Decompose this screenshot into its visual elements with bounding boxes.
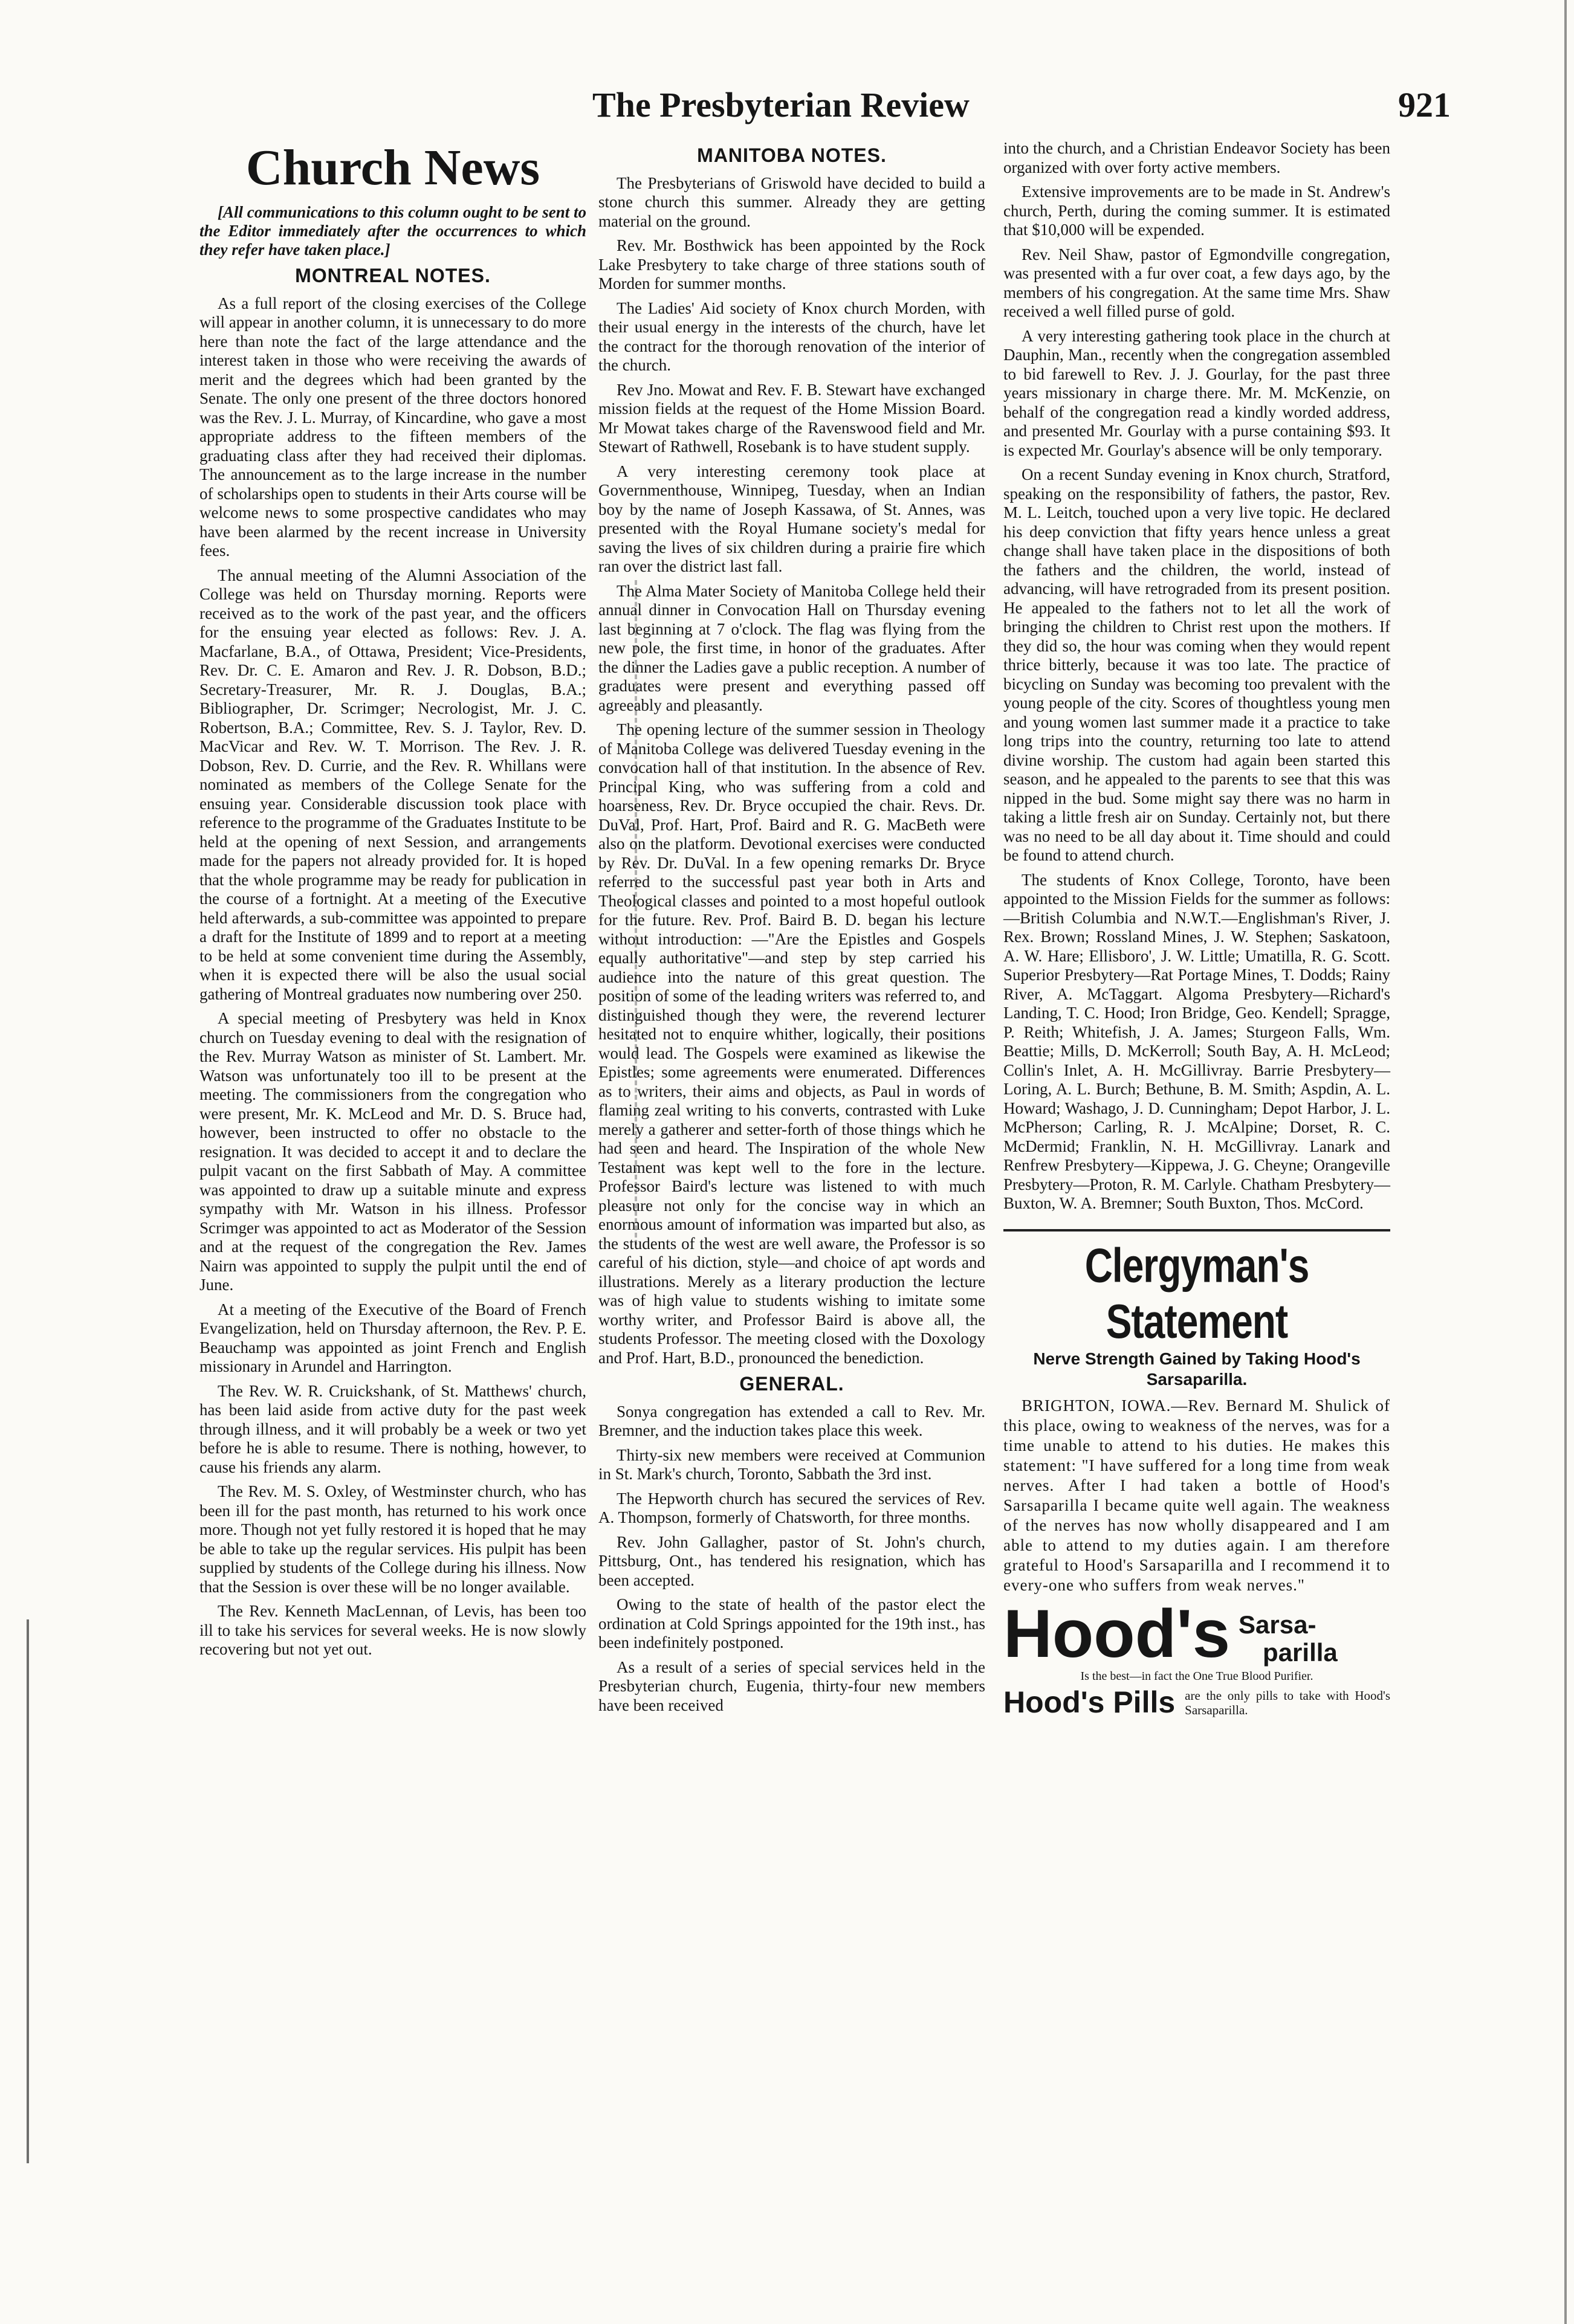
page-number: 921 [1398,85,1451,124]
ad-testimonial: BRIGHTON, IOWA.—Rev. Bernard M. Shulick of this place, owing to weakness of the nerves, was for a time unable to attend to his duties. He makes this statement: "I have suffered for a long time from weak nerves. After I had taken a bottle of Hood's Sarsaparilla I became quite well again. The weakness of the nerves has now wholly disappeared and I am able to attend to my duties again. I am therefore grateful to Hood's Sarsaparilla and I recommend it to every-one who suffers from weak nerves." [1003,1396,1390,1594]
article-paragraph: The Rev. M. S. Oxley, of Westminster church, who has been ill for the past month, has returned to his work once more. Though not yet fully restored it is hoped that he may be able to take up the regular services. His pulpit has been supplied by students of the College during his illness. Now that the Session is over these will be no longer available. [199,1482,586,1596]
sarsa-line-1: Sarsa- [1239,1610,1317,1639]
section-heading-manitoba: MANITOBA NOTES. [697,144,887,166]
article-paragraph: The Rev. W. R. Cruickshank, of St. Matthews' church, has been laid aside from active duty for the past week through illness, and it will probably be a week or two yet before he is able to resume. There is nothing, however, to cause his friends any alarm. [199,1381,586,1476]
article-paragraph: A very interesting gathering took place in the church at Dauphin, Man., recently when the congregation assembled to bid farewell to Rev. J. J. Gourlay, for the past three years missionary in charge there. Mr. M. McKenzie, on behalf of the congregation read a kindly worded address, and presented Mr. Gourlay with a purse containing $93. It is expected Mr. Gourlay's absence will be only temporary. [1003,326,1390,459]
article-paragraph: The Ladies' Aid society of Knox church Morden, with their usual energy in the interests of the church, have let the contract for the thorough renovation of the interior of the church. [598,299,985,374]
ad-headline: Clergyman's Statement [1084,1238,1309,1348]
article-paragraph: The Rev. Kenneth MacLennan, of Levis, has been too ill to take his services for several weeks. He is now slowly recovering but not yet out. [199,1602,586,1658]
article-paragraph: The Hepworth church has secured the services of Rev. A. Thompson, formerly of Chatsworth, for three months. [598,1489,985,1526]
margin-mark [27,1619,33,2163]
hoods-pills-label: Hood's Pills [1003,1685,1176,1719]
hoods-brand-row [1003,1595,1390,1671]
article-paragraph: The annual meeting of the Alumni Association of the College was held on Thursday morning. Reports were received as to the work of the past year, and the officers for the ensuing year elected as follows: Rev. J. A. Macfarlane, B.A., of Ottawa, President; Vice-Presidents, Rev. Dr. C. E. Amaron and Rev. J. R. Dobson, B.D.; Secretary-Treasurer, Mr. R. J. Douglas, B.A.; Bibliographer, Dr. Scrimger; Necrologist, Mr. J. C. Robertson, B.A.; Committee, Rev. S. J. Taylor, Rev. D. MacVicar and Rev. W. T. Morrison. The Rev. J. R. Dobson, Rev. D. Currie, and the Rev. R. Whillans were nominated as members of the College Senate for the ensuing year. Considerable discussion took place with reference to the programme of the Graduates Institute to be held at the opening of next Session, and arrangements made for the papers not already provided for. It is hoped that the whole programme may be ready for publication in the course of a fortnight. At a meeting of the Executive held afterwards, a sub-committee was appointed to prepare a draft for the Institute of 1899 and to report at a meeting to be held at some convenient time during the Assembly, when it is expected there will be also the usual social gathering of Montreal graduates now numbering over 250. [199,566,586,1003]
article-paragraph: Rev Jno. Mowat and Rev. F. B. Stewart have exchanged mission fields at the request of the Home Mission Board. Mr Mowat takes charge of the Ravenswood field and Mr. Stewart of Rathwell, Rosebank is to have student supply. [598,380,985,456]
article-paragraph: On a recent Sunday evening in Knox church, Stratford, speaking on the responsibility of fathers, the pastor, Rev. M. L. Leitch, touched upon a very live topic. He declared his deep conviction that fifty years hence unless a great change shall have taken place in the dispositions of both the fathers and the children, the world, instead of advancing, will have retrograded from its present position. He appealed to the fathers not to let all the work of bringing the children to Christ rest upon the mothers. If they did so, the hour was coming when they would repent thrice bitterly, because it was too late. The practice of bicycling on Sunday was becoming too prevalent with the young people of the city. Scores of thoughtless young men and young women last summer made it a practice to take long trips into the country, returning too late to attend divine worship. The custom had again been started this season, and he appealed to the parents to see that this was nipped in the bud. Some might say there was no harm in taking a little fresh air on Sunday. Certainly not, but there was no need to be all day about it. Time should and could be found to attend church. [1003,465,1390,864]
hoods-pills-text: are the only pills to take with Hood's Sarsaparilla. [1185,1688,1390,1717]
hoods-pills-row [1003,1685,1390,1719]
article-paragraph: Sonya congregation has extended a call to Rev. Mr. Bremner, and the induction takes place this week. [598,1402,985,1439]
column-3 [1003,139,1390,1717]
article-paragraph: The Alma Mater Society of Manitoba College held their annual dinner in Convocation Hall on Thursday evening last beginning at 7 o'clock. The flag was flying from the new pole, the first time, in honor of the graduates. After the dinner the Ladies gave a public reception. A number of graduates were present and everything passed off agreeably and pleasantly. [598,581,985,714]
article-paragraph: The students of Knox College, Toronto, have been appointed to the Mission Fields for the summer as follows: —British Columbia and N.W.T.—Englishman's River, J. Rex. Brown; Rossland Mines, J. W. Stephen; Saskatoon, A. W. Hare; Ellisboro', J. W. Little; Umatilla, R. G. Scott. Superior Presbytery—Rat Portage Mines, T. Dodds; Rainy River, A. McTaggart. Algoma Presbytery—Richard's Landing, T. C. Hood; Iron Bridge, Geo. Kendell; Spragge, P. Reith; Whitefish, J. A. James; Sturgeon Falls, Wm. Beattie; Mills, D. McKerroll; South Bay, A. H. McLeod; Collin's Inlet, A. H. McGillivray. Barrie Presbytery—Loring, A. L. Burch; Bethune, B. M. Smith; Aspdin, A. L. Howard; Washago, J. D. Cunningham; Depot Harbor, J. L. McPherson; Carling, R. J. McAlpine; Dorset, R. C. McDermid; Franklin, N. H. McGillivray. Lanark and Renfrew Presbytery—Kippewa, J. G. Cheyne; Orangeville Presbytery—Proton, R. M. Carlyle. Chatham Presbytery—Buxton, W. A. Bremner; South Buxton, Thos. McCord. [1003,870,1390,1212]
article-paragraph: The opening lecture of the summer session in Theology of Manitoba College was delivered Tuesday evening in the convocation hall of that institution. In the absence of Rev. Principal King, who was suffering from a cold and hoarseness, Rev. Dr. Bryce occupied the chair. Revs. Dr. DuVal, Prof. Hart, Prof. Baird and R. G. MacBeth were also on the platform. Devotional exercises were conducted by Rev. Dr. DuVal. In a few opening remarks Dr. Bryce referred to the successful past year both in Arts and Theological classes and pointed to a most hopeful outlook for the future. Rev. Prof. Baird B. D. began his lecture without introduction: —"Are the Epistles and Gospels equally authoritative"—and step by step carried his audience into the nature of this great question. The position of some of the leading writers was referred to, and distinguished though they were, the reverend lecturer hesitated not to enquire whither, logically, their positions would lead. The Gospels were examined as likewise the Epistles; some agreements were enumerated. Differences as to writers, their aims and objects, as Paul in words of flaming zeal writing to his converts, contrasted with Luke merely a gatherer and setter-forth of those things which he had seen and heard. The Inspiration of the whole New Testament was kept well to the fore in the lecture. Professor Baird's lecture was listened to with much pleasure not only for the concise way in which an enormous amount of information was imparted but also, as the students of the west are well aware, the Professor is so careful of his diction, style—and choice of apt words and illustrations. Merely as a literary production the lecture was of high value to students wishing to imitate some worthy writer, and Professor Baird is above all, the students Professor. The meeting closed with the Doxology and Prof. Hart, B.D., pronounced the benediction. [598,720,985,1367]
article-paragraph: A special meeting of Presbytery was held in Knox church on Tuesday evening to deal with the resignation of the Rev. Murray Watson as minister of St. Lambert. Mr. Watson was unfortunately too ill to be present at the meeting. The commissioners from the congregation who were present, Mr. K. McLeod and Mr. D. S. Bruce had, however, been instructed to offer no obstacle to the resignation. It was decided to accept it and to declare the pulpit vacant on the first Sabbath of May. A committee was appointed to draw up a suitable minute and express sympathy with Mr. Watson in his illness. Professor Scrimger was appointed to act as Moderator of the Session and at the request of the congregation the Rev. James Nairn was appointed to supply the pulpit until the end of June. [199,1009,586,1294]
article-paragraph: Extensive improvements are to be made in St. Andrew's church, Perth, during the coming summer. It is estimated that $10,000 will be expended. [1003,182,1390,239]
hoods-brand: Hood's [1003,1595,1231,1671]
ad-subhead: Nerve Strength Gained by Taking Hood's Sarsaparilla. [1033,1349,1361,1389]
article-paragraph: Rev. Mr. Bosthwick has been appointed by the Rock Lake Presbytery to take charge of three stations south of Morden for summer months. [598,236,985,292]
publication-title: The Presbyterian Review [592,85,970,124]
column-1 [199,139,586,1665]
article-paragraph: The Presbyterians of Griswold have decided to build a stone church this summer. Already they are getting material on the ground. [598,173,985,230]
article-paragraph: Owing to the state of health of the pastor elect the ordination at Cold Springs appointed for the 19th inst., has been indefinitely postponed. [598,1595,985,1651]
ad-body [1003,1396,1390,1595]
article-paragraph: As a full report of the closing exercises of the College will appear in another column, it is unnecessary to do more here than note the fact of the large attendance and the interest taken in those who were receiving the awards of merit and the degrees which had been granted by the Senate. The only one present of the three doctors honored was the Rev. J. L. Murray, of Kincardine, who gave a most appropriate address to the fifteen members of the graduating class after they had received their diplomas. The announcement as to the large increase in the number of scholarships open to students in their Arts course will be welcome news to some prospective candidates who may have been alarmed by the recent increase in University fees. [199,294,586,560]
article-paragraph: Rev. John Gallagher, pastor of St. John's church, Pittsburg, Ont., has tendered his resignation, which has been accepted. [598,1532,985,1589]
section-heading-general: GENERAL. [739,1373,844,1395]
section-heading-montreal: MONTREAL NOTES. [295,265,491,286]
page-header [592,85,1451,133]
column-2 [598,139,985,1720]
page-edge [1564,0,1567,2324]
article-paragraph: into the church, and a Christian Endeavor Society has been organized with over forty active members. [1003,139,1390,176]
ad-tagline: Is the best—in fact the One True Blood Purifier. [1080,1669,1313,1683]
sarsaparilla-label [1239,1611,1338,1667]
article-paragraph: Thirty-six new members were received at Communion in St. Mark's church, Toronto, Sabbath the 3rd inst. [598,1445,985,1483]
sarsa-line-2: parilla [1263,1638,1338,1667]
article-paragraph: As a result of a series of special services held in the Presbyterian church, Eugenia, thirty-four new members have been received [598,1657,985,1714]
editorial-note: [All communications to this column ought to be sent to the Editor immediately after the occurrences to which they refer have taken place.] [199,203,586,259]
article-paragraph: A very interesting ceremony took place at Governmenthouse, Winnipeg, Tuesday, when an Indian boy by the name of Joseph Kassawa, of St. Annes, was presented with the Royal Humane society's medal for saving the lives of six children during a prairie fire which ran over the district last fall. [598,462,985,575]
church-news-heading: Church News [245,140,540,196]
hoods-advertisement [1003,1229,1390,1717]
article-paragraph: Rev. Neil Shaw, pastor of Egmondville congregation, was presented with a fur over coat, a few days ago, by the members of his congregation. At the same time Mrs. Shaw received a well filled purse of gold. [1003,245,1390,320]
article-paragraph: At a meeting of the Executive of the Board of French Evangelization, held on Thursday afternoon, the Rev. P. E. Beauchamp was appointed as joint French and English missionary in Arundel and Harrington. [199,1300,586,1375]
